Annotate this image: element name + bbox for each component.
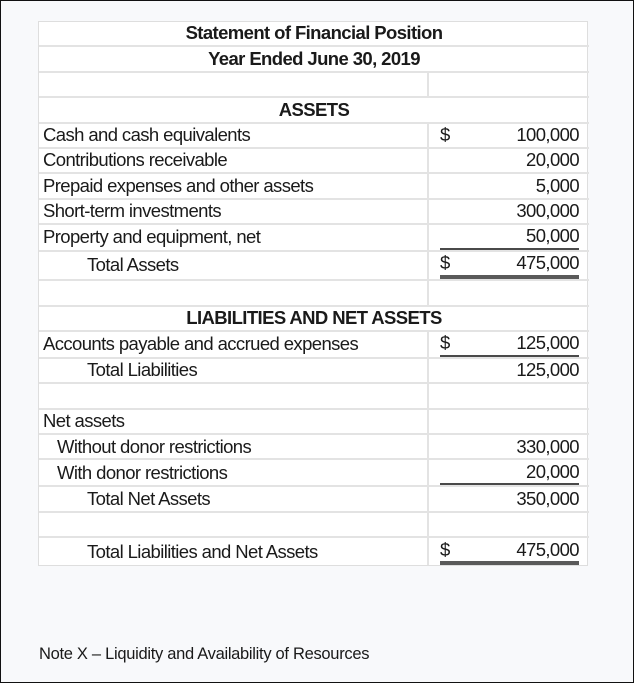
grand-total-row: [39, 537, 589, 565]
amount-value: 20,000: [526, 460, 580, 482]
blank-cell: [428, 72, 589, 97]
liabilities-heading-row: [39, 306, 589, 331]
grand-total-value: 475,000: [516, 538, 580, 560]
blank-row: [39, 383, 589, 408]
title-row: [39, 22, 589, 46]
table-row: [39, 331, 589, 358]
subtitle-row: [39, 46, 589, 71]
amount-value: 100,000: [516, 124, 580, 145]
blank-cell: [39, 72, 428, 97]
line-item-amount-cell: [428, 173, 589, 198]
total-net-assets-row: [39, 486, 589, 511]
amount-value: 330,000: [516, 435, 580, 457]
line-item-label: Property and equipment, net: [39, 224, 428, 251]
statement-title: Statement of Financial Position: [39, 22, 589, 46]
amount-value: 20,000: [526, 149, 580, 171]
blank-cell: [39, 383, 428, 408]
line-item-amount-cell: [428, 434, 589, 459]
line-item-amount-cell: [428, 224, 589, 251]
total-assets-row: [39, 251, 589, 280]
line-item-label: Cash and cash equivalents: [39, 123, 428, 148]
total-net-assets-value: 350,000: [516, 487, 580, 509]
total-liabilities-amount-cell: [428, 358, 589, 383]
grand-total-label: Total Liabilities and Net Assets: [39, 537, 428, 565]
net-assets-heading: Net assets: [39, 409, 428, 434]
blank-cell: [39, 512, 428, 537]
assets-heading-row: [39, 97, 589, 122]
total-liabilities-row: [39, 358, 589, 383]
table-row: [39, 224, 589, 251]
total-liabilities-label: Total Liabilities: [39, 358, 428, 383]
table-row: [39, 148, 589, 173]
financial-statement-table: [38, 21, 588, 566]
assets-heading: ASSETS: [39, 97, 589, 122]
total-liabilities-value: 125,000: [516, 359, 580, 381]
table-row: [39, 434, 589, 459]
currency-symbol: $: [440, 252, 450, 274]
blank-cell: [39, 280, 428, 305]
blank-row: [39, 72, 589, 97]
blank-cell: [428, 280, 589, 305]
table-row: [39, 123, 589, 148]
net-assets-heading-row: [39, 409, 589, 434]
amount-value: 125,000: [516, 332, 580, 354]
line-item-amount-cell: [428, 123, 589, 148]
currency-symbol: $: [440, 124, 450, 145]
line-item-label: Accounts payable and accrued expenses: [39, 331, 428, 358]
line-item-amount-cell: [428, 199, 589, 224]
total-net-assets-amount-cell: [428, 486, 589, 511]
amount-value: 50,000: [526, 225, 580, 247]
amount-value: 5,000: [535, 174, 580, 196]
line-item-label: Short-term investments: [39, 199, 428, 224]
line-item-label: Contributions receivable: [39, 148, 428, 173]
amount-value: 300,000: [516, 200, 580, 222]
grand-total-amount-cell: [428, 537, 589, 565]
total-net-assets-label: Total Net Assets: [39, 486, 428, 511]
currency-symbol: $: [440, 332, 450, 354]
statement-period: Year Ended June 30, 2019: [39, 46, 589, 71]
line-item-amount-cell: [428, 148, 589, 173]
liabilities-heading: LIABILITIES AND NET ASSETS: [39, 306, 589, 331]
line-item-label: With donor restrictions: [39, 459, 428, 486]
total-assets-value: 475,000: [516, 252, 580, 274]
table-row: [39, 459, 589, 486]
total-assets-label: Total Assets: [39, 251, 428, 280]
line-item-amount-cell: [428, 459, 589, 486]
blank-cell: [428, 409, 589, 434]
note-heading: Note X – Liquidity and Availability of Resources: [39, 645, 370, 663]
table-row: [39, 199, 589, 224]
line-item-amount-cell: [428, 331, 589, 358]
blank-cell: [428, 512, 589, 537]
blank-cell: [428, 383, 589, 408]
currency-symbol: $: [440, 538, 450, 560]
total-assets-amount-cell: [428, 251, 589, 280]
blank-row: [39, 512, 589, 537]
statement-grid: [39, 22, 589, 565]
blank-row: [39, 280, 589, 305]
table-row: [39, 173, 589, 198]
line-item-label: Prepaid expenses and other assets: [39, 173, 428, 198]
line-item-label: Without donor restrictions: [39, 434, 428, 459]
